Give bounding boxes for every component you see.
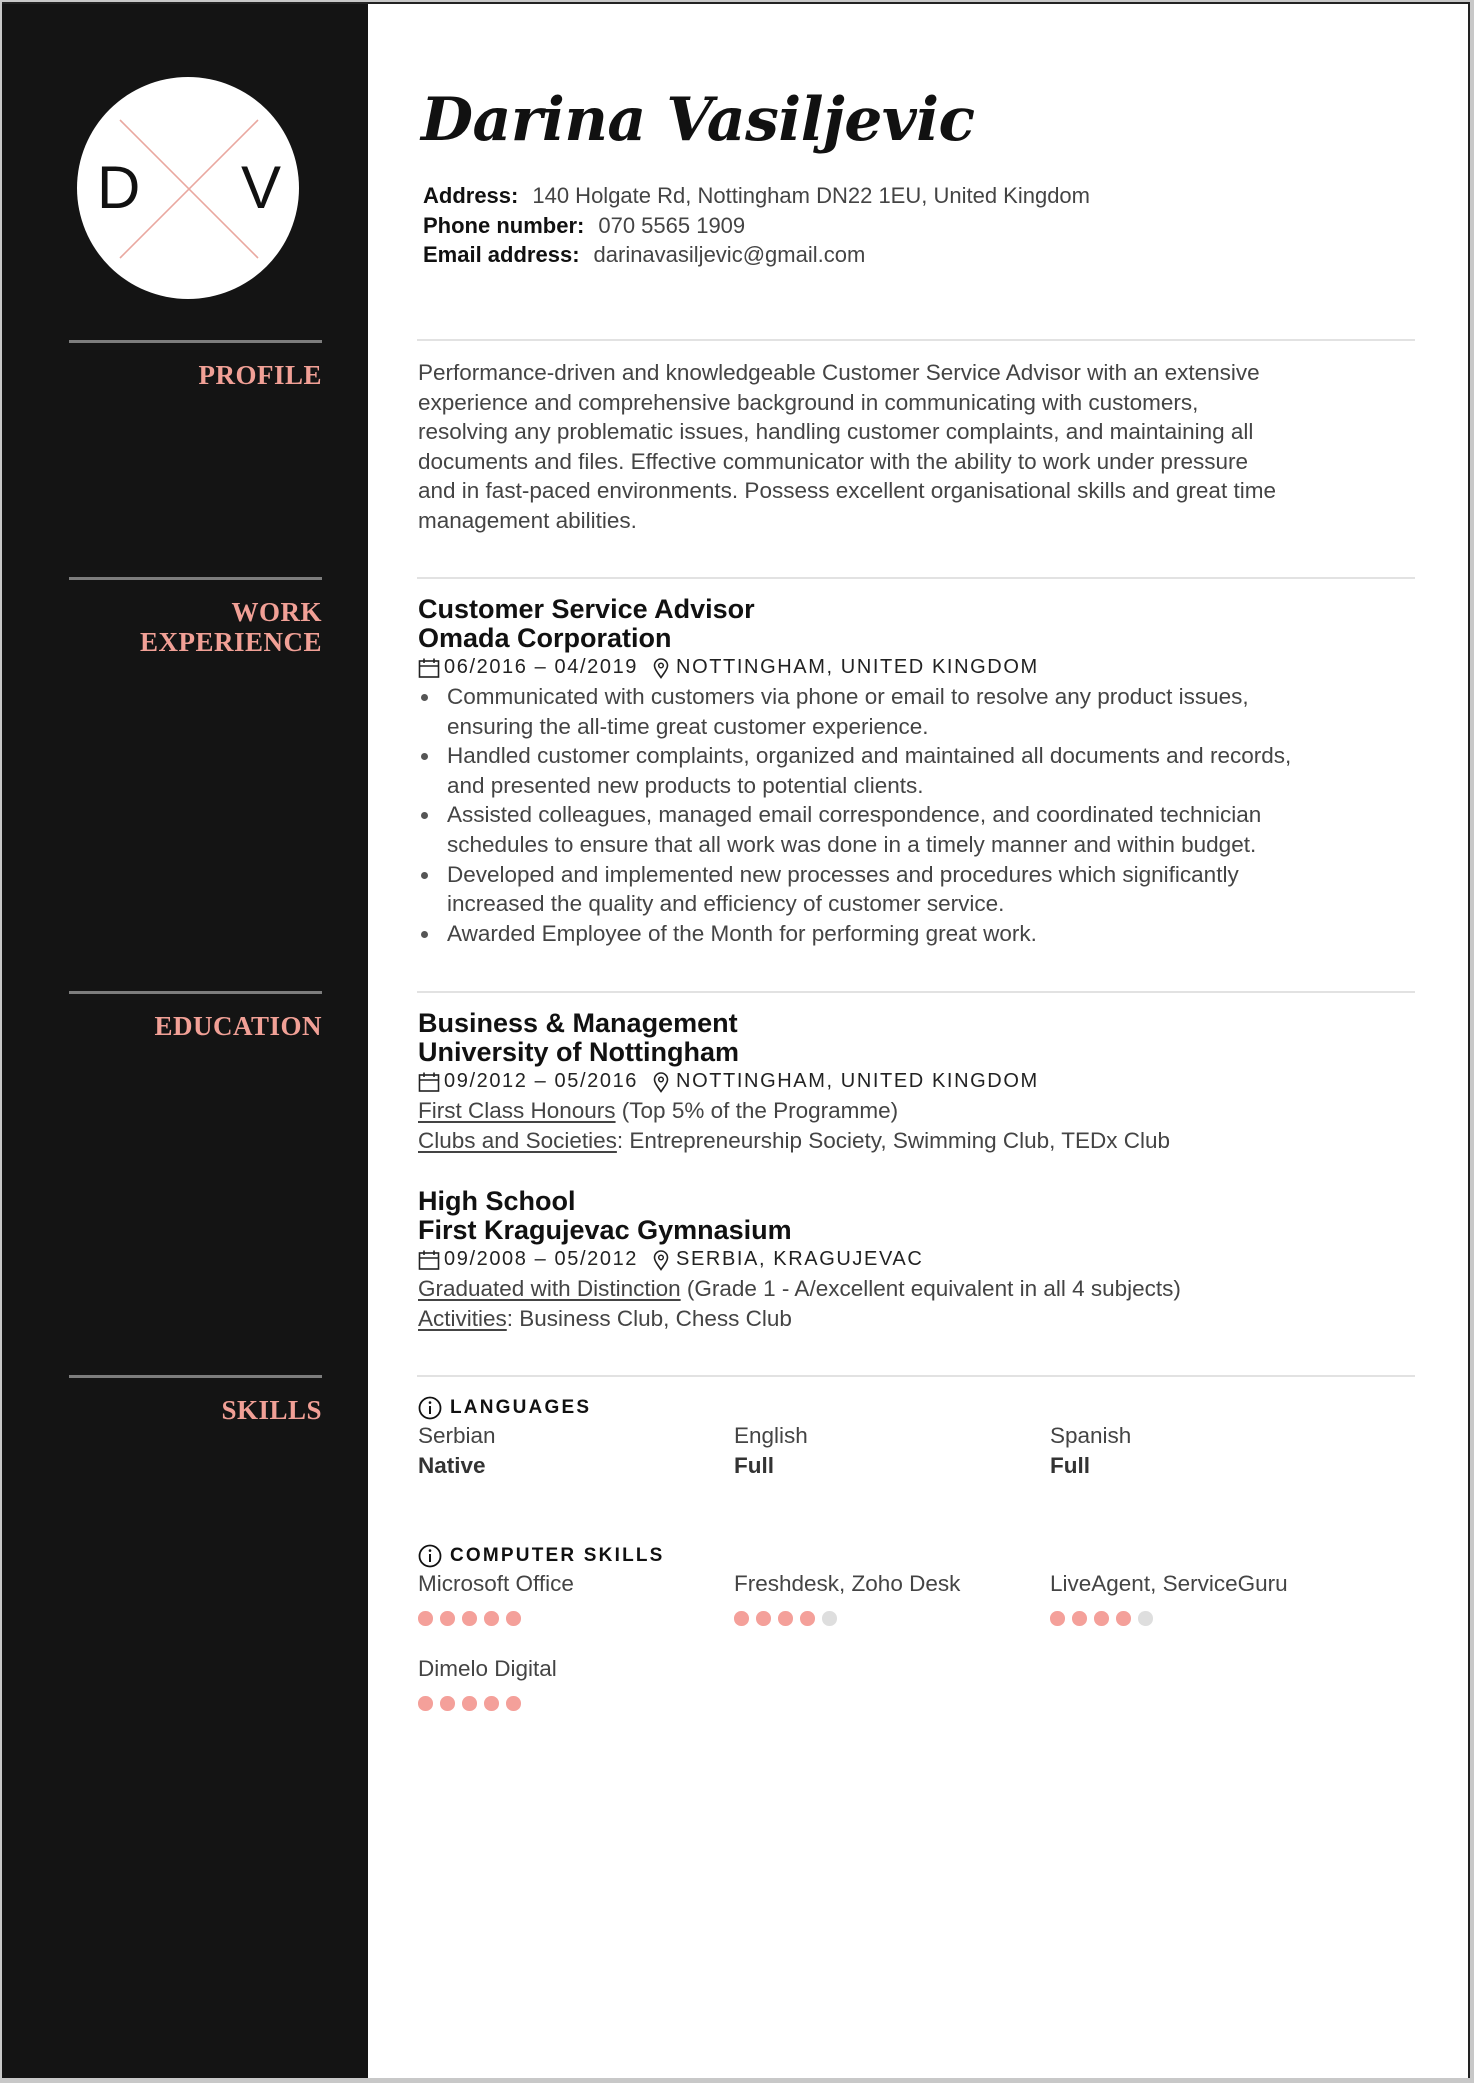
sidebar-divider bbox=[69, 1375, 322, 1378]
computer-skill-item bbox=[418, 1654, 734, 1711]
distinction-link[interactable]: Graduated with Distinction bbox=[418, 1276, 681, 1301]
monogram-initial-first: D bbox=[97, 154, 141, 221]
contact-label: Phone number: bbox=[423, 212, 585, 238]
education-meta bbox=[418, 1067, 1398, 1096]
language-level: Native bbox=[418, 1453, 486, 1478]
rating-dot-filled bbox=[484, 1696, 499, 1711]
sidebar-divider bbox=[69, 577, 322, 580]
job-achievements bbox=[418, 682, 1398, 948]
education-dates: 09/2008 – 05/2012 bbox=[444, 1248, 639, 1270]
section-heading-work-experience bbox=[62, 597, 322, 657]
monogram-avatar bbox=[77, 77, 299, 299]
computer-skills-grid bbox=[418, 1569, 1408, 1711]
education-detail bbox=[418, 1304, 1398, 1334]
rating-dot-filled bbox=[1094, 1611, 1109, 1626]
section-heading-profile: PROFILE bbox=[198, 360, 322, 390]
rating-dot-filled bbox=[506, 1696, 521, 1711]
education-detail bbox=[418, 1126, 1398, 1156]
bullet-line: Developed and implemented new processes and procedures which significantly bbox=[447, 861, 1239, 887]
rating-dot-filled bbox=[418, 1696, 433, 1711]
computer-skill-item bbox=[418, 1569, 734, 1626]
education-entry bbox=[418, 1187, 1398, 1333]
profile-line: resolving any problematic issues, handling customer complaints, and maintaining all bbox=[418, 419, 1254, 445]
education-detail bbox=[418, 1274, 1398, 1304]
rating-dot-filled bbox=[506, 1611, 521, 1626]
skill-name: Microsoft Office bbox=[418, 1571, 574, 1596]
bullet-line: ensuring the all-time great customer experience. bbox=[447, 713, 929, 739]
heading-text: LANGUAGES bbox=[450, 1397, 592, 1418]
rating-dot-filled bbox=[778, 1611, 793, 1626]
language-name: English bbox=[734, 1423, 808, 1448]
computer-skill-item bbox=[1050, 1569, 1366, 1626]
rating-dot-filled bbox=[800, 1611, 815, 1626]
education-location: NOTTINGHAM, UNITED KINGDOM bbox=[676, 1070, 1039, 1092]
heading-text: COMPUTER SKILLS bbox=[450, 1545, 665, 1566]
section-divider bbox=[417, 577, 1415, 579]
job-dates: 06/2016 – 04/2019 bbox=[444, 656, 639, 678]
language-level: Full bbox=[734, 1453, 774, 1478]
education-meta bbox=[418, 1245, 1398, 1274]
language-item bbox=[1050, 1421, 1366, 1481]
education-dates: 09/2012 – 05/2016 bbox=[444, 1070, 639, 1092]
info-icon bbox=[418, 1544, 442, 1568]
info-icon bbox=[418, 1396, 442, 1420]
skill-name: Dimelo Digital bbox=[418, 1656, 557, 1681]
heading-line: EXPERIENCE bbox=[139, 627, 322, 657]
skill-rating bbox=[734, 1611, 1050, 1626]
profile-line: experience and comprehensive background in communicating with customers, bbox=[418, 389, 1199, 415]
detail-text: : Entrepreneurship Society, Swimming Club, TEDx Club bbox=[616, 1127, 1171, 1153]
calendar-icon bbox=[418, 1071, 440, 1093]
contact-details bbox=[423, 181, 1090, 270]
detail-text: (Grade 1 - A/excellent equivalent in all 4 subjects) bbox=[680, 1276, 1181, 1301]
bullet-line: schedules to ensure that all work was done in a timely manner and within budget. bbox=[447, 831, 1257, 857]
skill-rating bbox=[418, 1696, 734, 1711]
job-title: Customer Service Advisor bbox=[418, 594, 755, 624]
skill-name: Freshdesk, Zoho Desk bbox=[734, 1571, 961, 1596]
rating-dot-filled bbox=[462, 1696, 477, 1711]
skill-name: LiveAgent, ServiceGuru bbox=[1050, 1571, 1288, 1596]
language-item bbox=[418, 1421, 734, 1481]
rating-dot-filled bbox=[440, 1696, 455, 1711]
rating-dot-filled bbox=[484, 1611, 499, 1626]
bullet-line: Handled customer complaints, organized and maintained all documents and records, bbox=[447, 743, 1292, 769]
list-item bbox=[418, 860, 1398, 919]
clubs-link[interactable]: Clubs and Societies bbox=[418, 1127, 617, 1153]
rating-dot-empty bbox=[1138, 1611, 1153, 1626]
language-name: Spanish bbox=[1050, 1423, 1132, 1448]
sidebar-divider bbox=[69, 340, 322, 343]
section-divider bbox=[417, 991, 1415, 993]
education-detail bbox=[418, 1096, 1398, 1126]
contact-email bbox=[423, 240, 1090, 270]
degree-title: Business & Management bbox=[418, 1008, 738, 1038]
detail-text: : Business Club, Chess Club bbox=[506, 1305, 792, 1331]
list-item bbox=[418, 682, 1398, 741]
list-item bbox=[418, 800, 1398, 859]
education-entry bbox=[418, 1009, 1398, 1155]
company-name: Omada Corporation bbox=[418, 623, 672, 653]
computer-skills-block bbox=[418, 1543, 1408, 1711]
contact-label: Email address: bbox=[423, 242, 580, 267]
language-level: Full bbox=[1050, 1453, 1090, 1478]
honours-link[interactable]: First Class Honours bbox=[418, 1098, 616, 1123]
location-pin-icon bbox=[650, 657, 672, 679]
rating-dot-filled bbox=[418, 1611, 433, 1626]
profile-summary bbox=[418, 358, 1378, 536]
language-name: Serbian bbox=[418, 1423, 496, 1448]
computer-skills-heading bbox=[418, 1543, 1408, 1569]
bullet-line: and presented new products to potential clients. bbox=[447, 772, 924, 798]
bullet-line: Assisted colleagues, managed email correspondence, and coordinated technician bbox=[447, 802, 1262, 828]
rating-dot-filled bbox=[440, 1611, 455, 1626]
calendar-icon bbox=[418, 1249, 440, 1271]
list-item bbox=[418, 741, 1398, 800]
bullet-line: Awarded Employee of the Month for performing great work. bbox=[447, 920, 1037, 946]
languages-heading bbox=[418, 1395, 1408, 1421]
email-link[interactable]: darinavasiljevic@gmail.com bbox=[593, 242, 866, 267]
profile-line: Performance-driven and knowledgeable Customer Service Advisor with an extensive bbox=[418, 360, 1260, 385]
contact-phone bbox=[423, 211, 1090, 241]
languages-grid bbox=[418, 1421, 1408, 1481]
contact-address bbox=[423, 181, 1090, 211]
rating-dot-empty bbox=[822, 1611, 837, 1626]
job-location: NOTTINGHAM, UNITED KINGDOM bbox=[676, 656, 1039, 678]
school-name: University of Nottingham bbox=[418, 1037, 740, 1067]
section-heading-education: EDUCATION bbox=[154, 1011, 322, 1041]
bullet-line: Communicated with customers via phone or email to resolve any product issues, bbox=[447, 684, 1249, 709]
rating-dot-filled bbox=[1072, 1611, 1087, 1626]
bullet-line: increased the quality and efficiency of customer service. bbox=[447, 891, 1005, 917]
contact-value: 140 Holgate Rd, Nottingham DN22 1EU, United Kingdom bbox=[532, 183, 1090, 208]
school-name: First Kragujevac Gymnasium bbox=[418, 1215, 792, 1245]
location-pin-icon bbox=[650, 1071, 672, 1093]
skill-rating bbox=[1050, 1611, 1366, 1626]
monogram-initial-last: V bbox=[241, 154, 282, 221]
heading-line: WORK bbox=[231, 597, 322, 627]
profile-line: management abilities. bbox=[418, 507, 637, 533]
rating-dot-filled bbox=[1050, 1611, 1065, 1626]
location-pin-icon bbox=[650, 1249, 672, 1271]
education-location: SERBIA, KRAGUJEVAC bbox=[676, 1248, 924, 1270]
contact-value: 070 5565 1909 bbox=[598, 212, 746, 238]
skill-rating bbox=[418, 1611, 734, 1626]
calendar-icon bbox=[418, 657, 440, 679]
resume-page bbox=[2, 2, 1470, 2078]
languages-block bbox=[418, 1395, 1408, 1481]
sidebar bbox=[2, 4, 368, 2078]
activities-link[interactable]: Activities bbox=[418, 1305, 507, 1331]
work-entry bbox=[418, 595, 1398, 948]
degree-title: High School bbox=[418, 1186, 576, 1216]
rating-dot-filled bbox=[462, 1611, 477, 1626]
profile-line: documents and files. Effective communicator with the ability to work under pressure bbox=[418, 448, 1248, 474]
list-item bbox=[418, 919, 1398, 949]
job-meta bbox=[418, 653, 1398, 682]
rating-dot-filled bbox=[1116, 1611, 1131, 1626]
section-heading-skills: SKILLS bbox=[221, 1395, 322, 1425]
sidebar-divider bbox=[69, 991, 322, 994]
contact-label: Address: bbox=[423, 183, 519, 208]
rating-dot-filled bbox=[756, 1611, 771, 1626]
section-divider bbox=[417, 339, 1415, 341]
language-item bbox=[734, 1421, 1050, 1481]
candidate-name: Darina Vasiljevic bbox=[421, 85, 975, 155]
detail-text: (Top 5% of the Programme) bbox=[615, 1098, 899, 1123]
profile-line: and in fast-paced environments. Possess excellent organisational skills and great time bbox=[418, 478, 1276, 504]
computer-skill-item bbox=[734, 1569, 1050, 1626]
rating-dot-filled bbox=[734, 1611, 749, 1626]
section-divider bbox=[417, 1375, 1415, 1377]
